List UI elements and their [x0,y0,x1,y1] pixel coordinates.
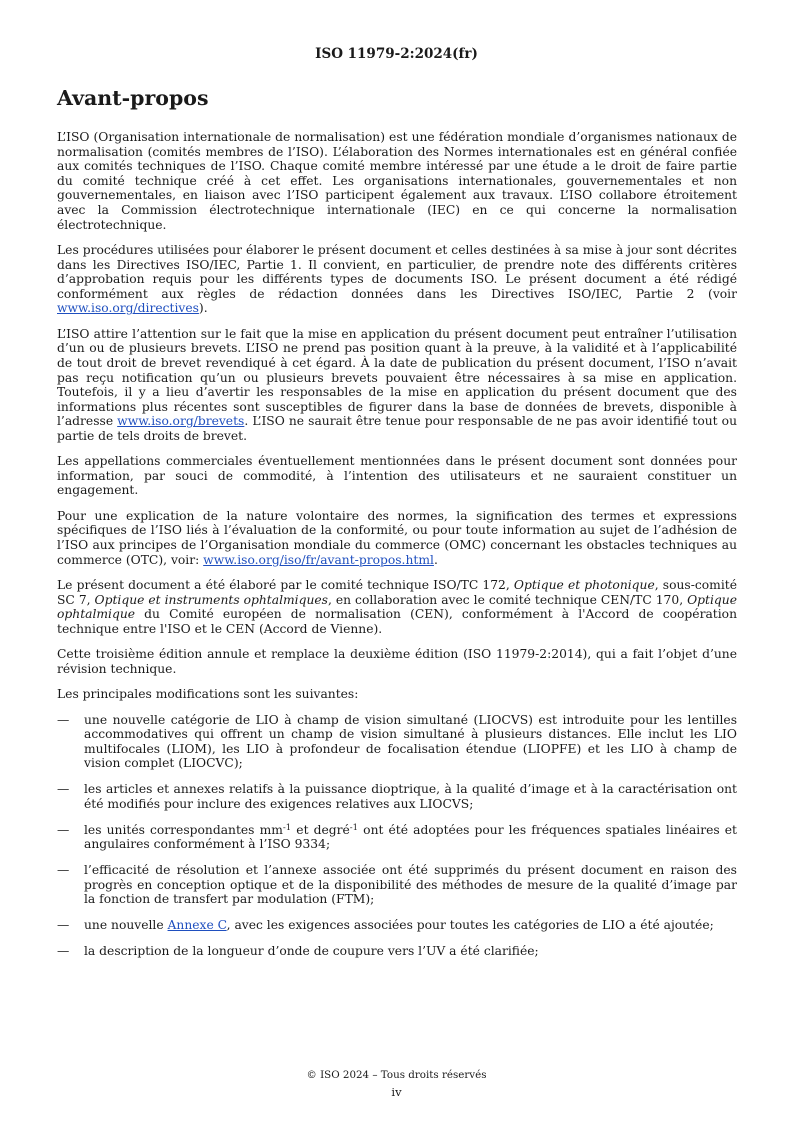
annex-c-link[interactable]: Annexe C [167,918,227,933]
page-title: Avant-propos [57,86,209,110]
paragraph-trade-names: Les appellations commerciales éventuellement mentionnées dans le présent document sont données pour information, par souci de commodité, à l’intention des utilisateurs et ne sauraient constituer un engagement. [57,454,737,498]
paragraph-text: . L’ISO ne saurait être tenue pour responsable de ne pas avoir identifié tout ou partie de tels droits de brevet. [57,414,737,443]
list-item-text-part: les unités correspondantes mm [84,822,283,837]
foreword-link[interactable]: www.iso.org/iso/fr/avant-propos.html [203,552,434,567]
dash-bullet: — [57,863,70,878]
paragraph-text: . [433,552,438,567]
list-item-text [84,823,737,852]
paragraph-text: Les procédures utilisées pour élaborer le présent document et celles destinées à sa mise à jour sont décrites dans les Directives ISO/IEC, Partie 1. Il convient, en particulier, de prendre note des différents critères d’approbation requis pour les différents types de documents ISO. Le présent document a été rédigé conformément aux règles de rédaction données dans les Directives ISO/IEC, Partie 2 (voir [57,242,737,301]
paragraph-edition: Cette troisième édition annule et remplace la deuxième édition (ISO 11979-2:2014), qui a fait l’objet d’une révision technique. [57,647,737,676]
list-item [57,782,737,811]
superscript: -1 [349,822,359,833]
list-item [57,713,737,771]
paragraph-iso-intro: L’ISO (Organisation internationale de normalisation) est une fédération mondiale d’organismes nationaux de normalisation (comités membres de l’ISO). L’élaboration des Normes internationales est en général confiée aux comités techniques de l’ISO. Chaque comité membre intéressé par une étude a le droit de faire partie du comité technique créé à cet effet. Les organisations internationales, gouvernementales et non gouvernementales, en liaison avec l’ISO participent également aux travaux. L’ISO collabore étroitement avec la Commission électrotechnique internationale (IEC) en ce qui concerne la normalisation électrotechnique. [57,130,737,232]
paragraph-text: , en collaboration avec le comité technique CEN/TC 170, [327,592,688,607]
paragraph-text: Pour une explication de la nature volontaire des normes, la signification des termes et expressions spécifiques de l’ISO liés à l’évaluation de la conformité, ou pour toute information au sujet de l’adhésion de l’ISO aux principes de l’Organisation mondiale du commerce (OMC) concernant les obstacles techniques au commerce (OTC), voir: [57,508,737,567]
cen-committee-name: Optique ophtalmique [57,592,737,622]
list-item [57,823,737,852]
list-item-text: la description de la longueur d’onde de coupure vers l’UV a été clarifiée; [84,944,539,959]
list-item-text-part: et degré [291,822,350,837]
paragraph-committee [57,578,737,636]
paragraph-directives [57,243,737,316]
list-item [57,918,737,933]
list-item-text: une nouvelle catégorie de LIO à champ de vision simultané (LIOCVS) est introduite pour les lentilles accommodatives qui offrent un champ de vision simultané à plusieurs distances. Elle inclut les LIO multifocales (LIOM), les LIO à profondeur de focalisation étendue (LIOPFE) et les LIO à champ de vision complet (LIOCVC); [84,712,737,771]
list-item-text-part: ont été adoptées pour les fréquences spatiales linéaires et angulaires conformément à l’ISO 9334; [84,822,737,852]
paragraph-patents [57,327,737,444]
dash-bullet: — [57,944,70,959]
paragraph-text: du Comité européen de normalisation (CEN), conformément à l'Accord de coopération technique entre l'ISO et le CEN (Accord de Vienne). [57,607,737,636]
list-item-text: les articles et annexes relatifs à la puissance dioptrique, à la qualité d’image et à la caractérisation ont été modifiés pour inclure des exigences relatives aux LIOCVS; [84,782,737,811]
copyright-footer: © ISO 2024 – Tous droits réservés [306,1069,487,1081]
paragraph-text: L’ISO attire l’attention sur le fait que la mise en application du présent document peut entraîner l’utilisation d’un ou de plusieurs brevets. L’ISO ne prend pas position quant à la preuve, à la validité et à l’applicabilité de tout droit de brevet revendiqué à cet égard. À la date de publication du présent document, l’ISO n’avait pas reçu notification qu’un ou plusieurs brevets pouvaient être nécessaires à sa mise en application. Toutefois, il y a lieu d’avertir les responsables de la mise en application du présent document que des informations plus récentes sont susceptibles de figurer dans la base de données de brevets, disponible à l’adresse [57,326,737,429]
list-item-text-part: une nouvelle [84,918,168,933]
list-item-text [84,918,714,932]
paragraph-text: Le présent document a été élaboré par le comité technique ISO/TC 172, [57,578,514,593]
dash-bullet: — [57,822,70,837]
committee-name: Optique et photonique [513,578,655,593]
paragraph-voluntary-nature [57,509,737,567]
dash-bullet: — [57,782,70,797]
list-item-text: l’efficacité de résolution et l’annexe associée ont été supprimés du présent document en raison des progrès en conception optique et de la disponibilité des méthodes de mesure de la qualité d’image par la fonction de transfert par modulation (FTM); [84,863,737,907]
patents-link[interactable]: www.iso.org/brevets [117,414,245,429]
dash-bullet: — [57,712,70,727]
paragraph-changes-intro: Les principales modifications sont les suivantes: [57,687,359,702]
directives-link[interactable]: www.iso.org/directives [57,301,199,316]
superscript: -1 [282,822,292,833]
document-header: ISO 11979-2:2024(fr) [315,46,478,62]
page-number: iv [391,1085,402,1099]
paragraph-text: , sous-comité SC 7, [57,578,737,607]
document-body [57,130,737,970]
changes-list [57,713,737,959]
list-item [57,944,737,959]
subcommittee-name: Optique et instruments ophtalmiques [94,592,328,607]
dash-bullet: — [57,918,70,933]
paragraph-text: ). [198,301,208,316]
list-item [57,863,737,907]
list-item-text-part: , avec les exigences associées pour toutes les catégories de LIO a été ajoutée; [226,918,714,933]
